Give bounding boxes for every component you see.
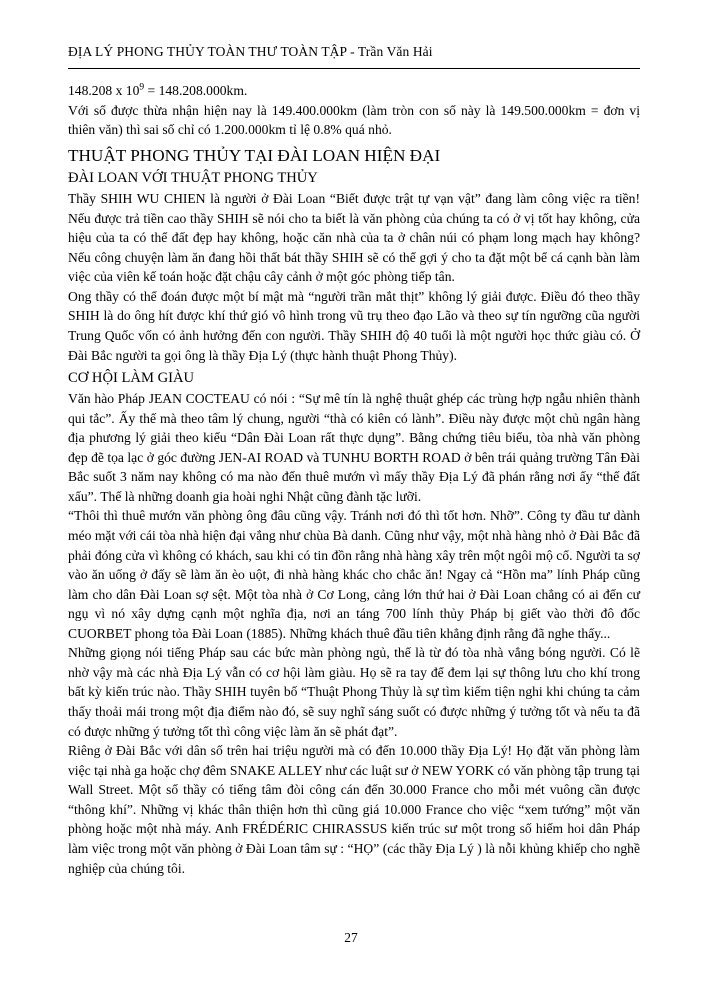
paragraph-5: “Thôi thì thuê mướn văn phòng ông đâu cũng vậy. Tránh nơi đó thì tốt hơn. Nhỡ”. Công ty đầu tư dành méo mặt với cái tòa nhà hiện đại vắng như chùa Bà danh. Cũng như vậy, một nhà hàng nhỏ ở Đài Bắc đã phải đóng cửa vì không có khách, sau khi có tin đồn rằng nhà hàng xây trên một ngôi mộ cổ. Người ta sợ vào ăn uống ở đấy sẽ làm ăn èo uột, đi nhà hàng khác cho chắc ăn! Ngay cả “Hồn ma” lính Pháp cũng làm cho dân Đài Loan sợ sệt. Một tòa nhà ở Cơ Long, cảng lớn thứ hai ở Đài Loan chẳng có ai đến cư ngụ vì nó xây dựng cạnh một nghĩa địa, nơi an táng 700 lính thủy Pháp bị giết vào thời đô đốc CUORBET phong tỏa Đài Loan (1885). Những khách thuê đầu tiên khẳng định rằng đã nghe thấy... <box>68 508 640 641</box>
paragraph-4: Văn hào Pháp JEAN COCTEAU có nói : “Sự mê tín là nghệ thuật ghép các trùng hợp ngẫu nhiên thành qui tắc”. Ấy thế mà theo tâm lý chung, người “thà có kiên có lành”. Điều này được một chủ ngân hàng địa phương lý giải theo kiểu “Dân Đài Loan rất thực dụng”. Bằng chứng tiêu biểu, tòa nhà văn phòng đẹp đẽ tọa lạc ở góc đường JEN-AI ROAD và TUNHU BORTH ROAD ở bên trái quảng trường Tân Đài Bắc suốt 3 năm nay không có ma nào đến thuê mướn vì mấy thầy Địa Lý đã phán rằng nơi ấy “thế đất xấu”. Thế là những doanh gia hoài nghi Nhật cũng đành tặc lưỡi. <box>68 391 640 504</box>
running-header: ĐỊA LÝ PHONG THỦY TOÀN THƯ TOÀN TẬP - Trần Văn Hải <box>68 44 433 59</box>
paragraph-3: Ong thầy có thể đoán được một bí mật mà “người trần mắt thịt” không lý giải được. Điều đó theo thầy SHIH là do ông hít được khí thứ gió vô hình trong vũ trụ theo đạo Lão và theo sự tín ngưỡng cũa người Trung Quốc vốn có ảnh hưởng đến con người. Thầy SHIH độ 40 tuổi là một người học thức giàu có. Ở Đài Bắc người ta gọi ông là thầy Địa Lý (thực hành thuật Phong Thủy). <box>68 288 640 363</box>
section-title: THUẬT PHONG THỦY TẠI ĐÀI LOAN HIỆN ĐẠI <box>68 145 441 165</box>
formula-exponent: 9 <box>139 82 145 93</box>
formula-result: = 148.208.000km. <box>144 83 248 98</box>
paragraph-7: Riêng ở Đài Bắc với dân số trên hai triệu người mà có đến 10.000 thầy Địa Lý! Họ đặt văn phòng làm việc tại nhà ga hoặc chợ đêm SNAKE ALLEY như các luật sư ở NEW YORK có văn phòng tập trung tại Wall Street. Một số thầy có tiếng tâm đòi công cán đến 30.000 France cho mỗi mét vuông cần được “thông khí”. Những vị khác thân thiện hơn thì cũng giá 10.000 France cho việc “xem tướng” một văn phòng hoặc một nhà máy. Anh FRÉDÉRIC CHIRASSUS kiến trúc sư một trong số hiếm hoi dân Pháp làm việc trong một văn phòng ở Đài Loan tâm sự : “HỌ” (các thầy Địa Lý ) là nỗi khủng khiếp cho nghề nghiệp của chúng tôi. <box>68 743 640 876</box>
page-number: 27 <box>344 930 358 945</box>
paragraph-6: Những giọng nói tiếng Pháp sau các bức màn phòng ngủ, thế là từ đó tòa nhà vắng bóng người. Có lẽ nhờ vậy mà các nhà Địa Lý vẫn có cơ hội làm giàu. Họ sẽ ra tay để đem lại sự thông lưu cho khí trong bất kỳ kiến trúc nào. Thầy SHIH tuyên bố “Thuật Phong Thủy là sự tìm kiếm tiện nghi khi chúng ta cảm thấy thoải mái trong một địa điểm nào đó, sẽ suy nghĩ sáng suốt có được những ý tưởng tốt và nếu ta đã có được những ý tưởng tốt thì công việc làm ăn sẽ phát đạt”. <box>68 645 640 739</box>
subsection-title-1: ĐÀI LOAN VỚI THUẬT PHONG THỦY <box>68 170 318 187</box>
formula-base: 148.208 x 10 <box>68 83 140 98</box>
header-divider <box>68 68 640 69</box>
formula-line <box>68 81 640 101</box>
body-column <box>68 81 640 878</box>
paragraph-1: Với số được thừa nhận hiện nay là 149.400.000km (làm tròn con số này là 149.500.000km = đơn vị thiên văn) thì sai số chỉ có 1.200.000km tỉ lệ 0.8% quá nhỏ. <box>68 102 640 138</box>
subsection-title-2: CƠ HỘI LÀM GIÀU <box>68 370 195 387</box>
paragraph-2: Thầy SHIH WU CHIEN là người ở Đài Loan “Biết được trật tự vạn vật” đang làm công việc ra tiền! Nếu được trả tiền cao thầy SHIH sẽ nói cho ta biết là văn phòng của chúng ta có ở vị tốt hay không, cửa hiệu của ta có thể đất đẹp hay không, hoặc căn nhà của ta ở chân núi có phạm long mạch hay không? Nếu công chuyện làm ăn đang hồi thất bát thầy SHIH sẽ có thể gợi ý cho ta đặt một bể cá cạnh bàn làm việc của viên kế toán hoặc đặt chậu cây cảnh ở một góc phòng tiếp tân. <box>68 191 640 285</box>
